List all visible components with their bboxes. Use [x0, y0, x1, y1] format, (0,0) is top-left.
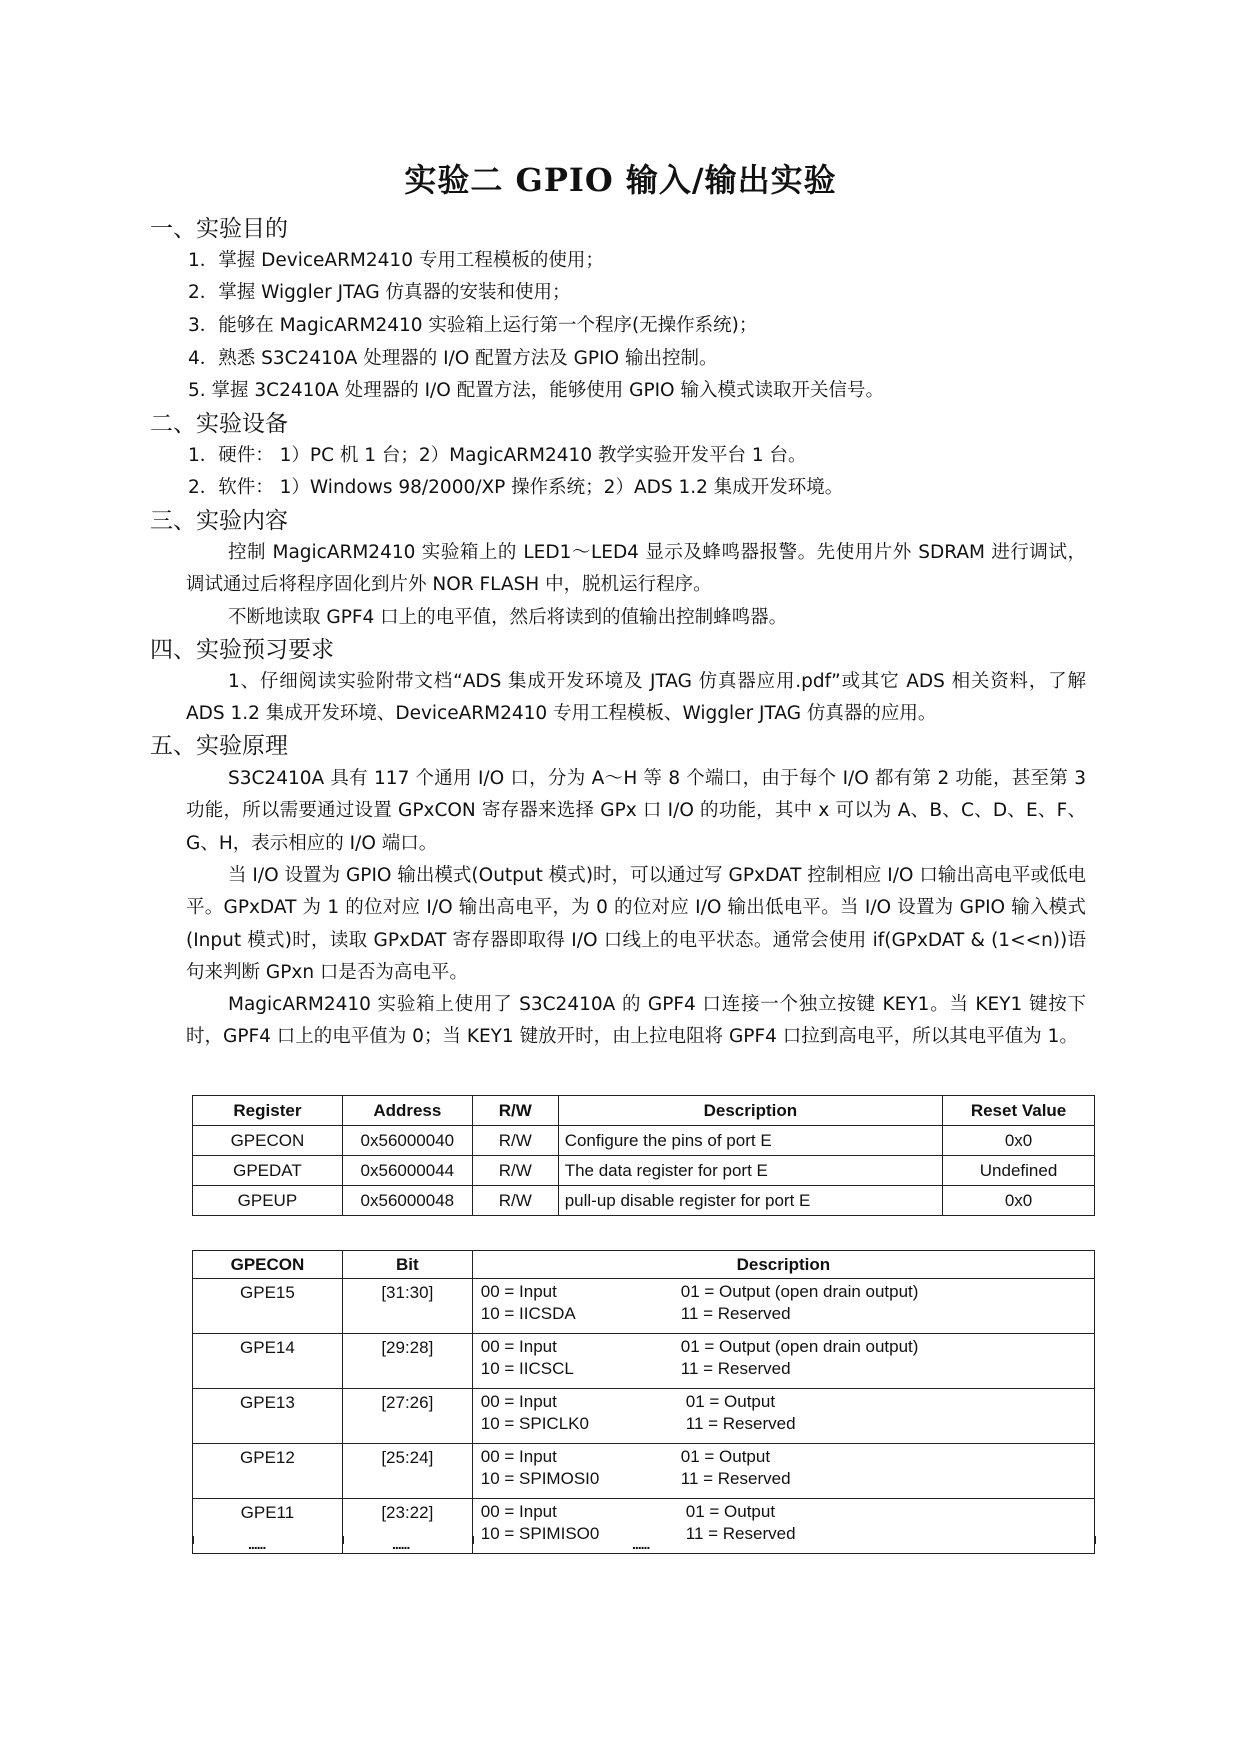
- purpose-item-3: 3．能够在 MagicARM2410 实验箱上运行第一个程序(无操作系统)；: [188, 315, 758, 336]
- pin-cell: GPE12: [193, 1444, 343, 1499]
- bit-cell: [29:28]: [342, 1334, 472, 1389]
- bit-cell: [23:22]: [342, 1499, 472, 1554]
- ellipsis-pin: ......: [248, 1536, 266, 1552]
- pin-description-cell: [472, 1279, 1094, 1334]
- option-11: 11 = Reserved: [680, 1359, 791, 1378]
- equipment-item-hardware: 1．硬件： 1）PC 机 1 台；2）MagicARM2410 教学实验开发平台 1 台。: [188, 445, 807, 466]
- option-11: 11 = Reserved: [680, 1469, 791, 1488]
- table-row: [193, 1186, 1095, 1216]
- option-01: 01 = Output: [685, 1502, 776, 1521]
- pin-cell: GPE15: [193, 1279, 343, 1334]
- purpose-item-1: 1．掌握 DeviceARM2410 专用工程模板的使用；: [188, 250, 604, 271]
- option-10: 10 = SPIMISO0: [480, 1524, 600, 1543]
- column-header: R/W: [472, 1096, 558, 1126]
- rw-cell: R/W: [472, 1126, 558, 1156]
- description-cell: The data register for port E: [558, 1156, 942, 1186]
- section-heading-content: 三、实验内容: [150, 508, 288, 534]
- column-header: Reset Value: [943, 1096, 1095, 1126]
- table-row: [193, 1389, 1095, 1444]
- option-00: 00 = Input: [480, 1502, 557, 1521]
- option-01: 01 = Output (open drain output): [680, 1337, 919, 1356]
- principle-paragraph-1: S3C2410A 具有 117 个通用 I/O 口，分为 A～H 等 8 个端口，由于每个 I/O 都有第 2 功能，甚至第 3 功能，所以需要通过设置 GPxCON 寄存器来选择 GPx 口 I/O 的功能，其中 x 可以为 A、B、C、D、E、F、G、H，表示相应的 I/O 端口。: [186, 768, 1086, 854]
- section-heading-principle: 五、实验原理: [150, 733, 288, 759]
- register-cell: GPECON: [193, 1126, 343, 1156]
- option-10: 10 = IICSCL: [480, 1359, 574, 1378]
- option-00: 00 = Input: [480, 1392, 557, 1411]
- table-row: [193, 1126, 1095, 1156]
- column-header: Description: [472, 1251, 1094, 1279]
- option-10: 10 = IICSDA: [480, 1304, 576, 1323]
- section-heading-equipment: 二、实验设备: [150, 411, 288, 437]
- register-cell: GPEUP: [193, 1186, 343, 1216]
- section-heading-preview: 四、实验预习要求: [150, 637, 334, 663]
- pin-description-cell: [472, 1444, 1094, 1499]
- table-row: [193, 1334, 1095, 1389]
- column-header: GPECON: [193, 1251, 343, 1279]
- content-paragraph-1: 控制 MagicARM2410 实验箱上的 LED1～LED4 显示及蜂鸣器报警。先使用片外 SDRAM 进行调试，调试通过后将程序固化到片外 NOR FLASH 中，脱机运行程序。: [186, 542, 1086, 596]
- ellipsis-description: ......: [632, 1536, 650, 1552]
- option-00: 00 = Input: [480, 1447, 557, 1466]
- pin-description-cell: [472, 1499, 1094, 1554]
- option-00: 00 = Input: [480, 1282, 557, 1301]
- address-cell: 0x56000044: [342, 1156, 472, 1186]
- rw-cell: R/W: [472, 1186, 558, 1216]
- purpose-item-2: 2．掌握 Wiggler JTAG 仿真器的安装和使用；: [188, 282, 571, 303]
- option-00: 00 = Input: [480, 1337, 557, 1356]
- address-cell: 0x56000040: [342, 1126, 472, 1156]
- reset-value-cell: Undefined: [943, 1156, 1095, 1186]
- content-paragraph-2: 不断地读取 GPF4 口上的电平值，然后将读到的值输出控制蜂鸣器。: [228, 607, 788, 628]
- bit-cell: [27:26]: [342, 1389, 472, 1444]
- pin-cell: GPE11: [193, 1499, 343, 1554]
- table-row: [193, 1279, 1095, 1334]
- bit-cell: [25:24]: [342, 1444, 472, 1499]
- rw-cell: R/W: [472, 1156, 558, 1186]
- pin-cell: GPE13: [193, 1389, 343, 1444]
- table-header-row: [193, 1096, 1095, 1126]
- table-header-row: [193, 1251, 1095, 1279]
- option-11: 11 = Reserved: [685, 1414, 796, 1433]
- column-header: Register: [193, 1096, 343, 1126]
- pin-description-cell: [472, 1334, 1094, 1389]
- reset-value-cell: 0x0: [943, 1126, 1095, 1156]
- description-cell: pull-up disable register for port E: [558, 1186, 942, 1216]
- reset-value-cell: 0x0: [943, 1186, 1095, 1216]
- table-row: [193, 1156, 1095, 1186]
- pin-cell: GPE14: [193, 1334, 343, 1389]
- page-title: 实验二 GPIO 输入/输出实验: [404, 161, 837, 199]
- purpose-item-5: 5. 掌握 3C2410A 处理器的 I/O 配置方法，能够使用 GPIO 输入模式读取开关信号。: [188, 380, 885, 401]
- option-01: 01 = Output: [680, 1447, 771, 1466]
- register-table: [192, 1095, 1095, 1216]
- preview-paragraph-1: 1、仔细阅读实验附带文档“ADS 集成开发环境及 JTAG 仿真器应用.pdf”或其它 ADS 相关资料，了解 ADS 1.2 集成开发环境、DeviceARM2410 专用工程模板、Wiggler JTAG 仿真器的应用。: [186, 671, 1086, 725]
- principle-paragraph-3: MagicARM2410 实验箱上使用了 S3C2410A 的 GPF4 口连接一个独立按键 KEY1。当 KEY1 键按下时，GPF4 口上的电平值为 0；当 KEY1 键放开时，由上拉电阻将 GPF4 口拉到高电平，所以其电平值为 1。: [186, 994, 1086, 1048]
- option-10: 10 = SPICLK0: [480, 1414, 589, 1433]
- bit-cell: [31:30]: [342, 1279, 472, 1334]
- equipment-item-software: 2．软件： 1）Windows 98/2000/XP 操作系统；2）ADS 1.2 集成开发环境。: [188, 477, 844, 498]
- column-header: Address: [342, 1096, 472, 1126]
- option-01: 01 = Output (open drain output): [680, 1282, 919, 1301]
- ellipsis-bit: ......: [392, 1536, 410, 1552]
- purpose-item-4: 4．熟悉 S3C2410A 处理器的 I/O 配置方法及 GPIO 输出控制。: [188, 348, 718, 369]
- gpecon-bit-table: [192, 1250, 1095, 1554]
- section-heading-purpose: 一、实验目的: [150, 216, 288, 242]
- principle-paragraph-2: 当 I/O 设置为 GPIO 输出模式(Output 模式)时，可以通过写 GPxDAT 控制相应 I/O 口输出高电平或低电平。GPxDAT 为 1 的位对应 I/O 输出高电平，为 0 的位对应 I/O 输出低电平。当 I/O 设置为 GPIO 输入模式(Input 模式)时，读取 GPxDAT 寄存器即取得 I/O 口线上的电平状态。通常会使用 if(GPxDAT & (1<<n))语句来判断 GPxn 口是否为高电平。: [186, 865, 1086, 983]
- description-cell: Configure the pins of port E: [558, 1126, 942, 1156]
- pin-description-cell: [472, 1389, 1094, 1444]
- option-11: 11 = Reserved: [680, 1304, 791, 1323]
- option-11: 11 = Reserved: [685, 1524, 796, 1543]
- register-cell: GPEDAT: [193, 1156, 343, 1186]
- option-10: 10 = SPIMOSI0: [480, 1469, 600, 1488]
- address-cell: 0x56000048: [342, 1186, 472, 1216]
- table-row: [193, 1444, 1095, 1499]
- column-header: Bit: [342, 1251, 472, 1279]
- option-01: 01 = Output: [685, 1392, 776, 1411]
- column-header: Description: [558, 1096, 942, 1126]
